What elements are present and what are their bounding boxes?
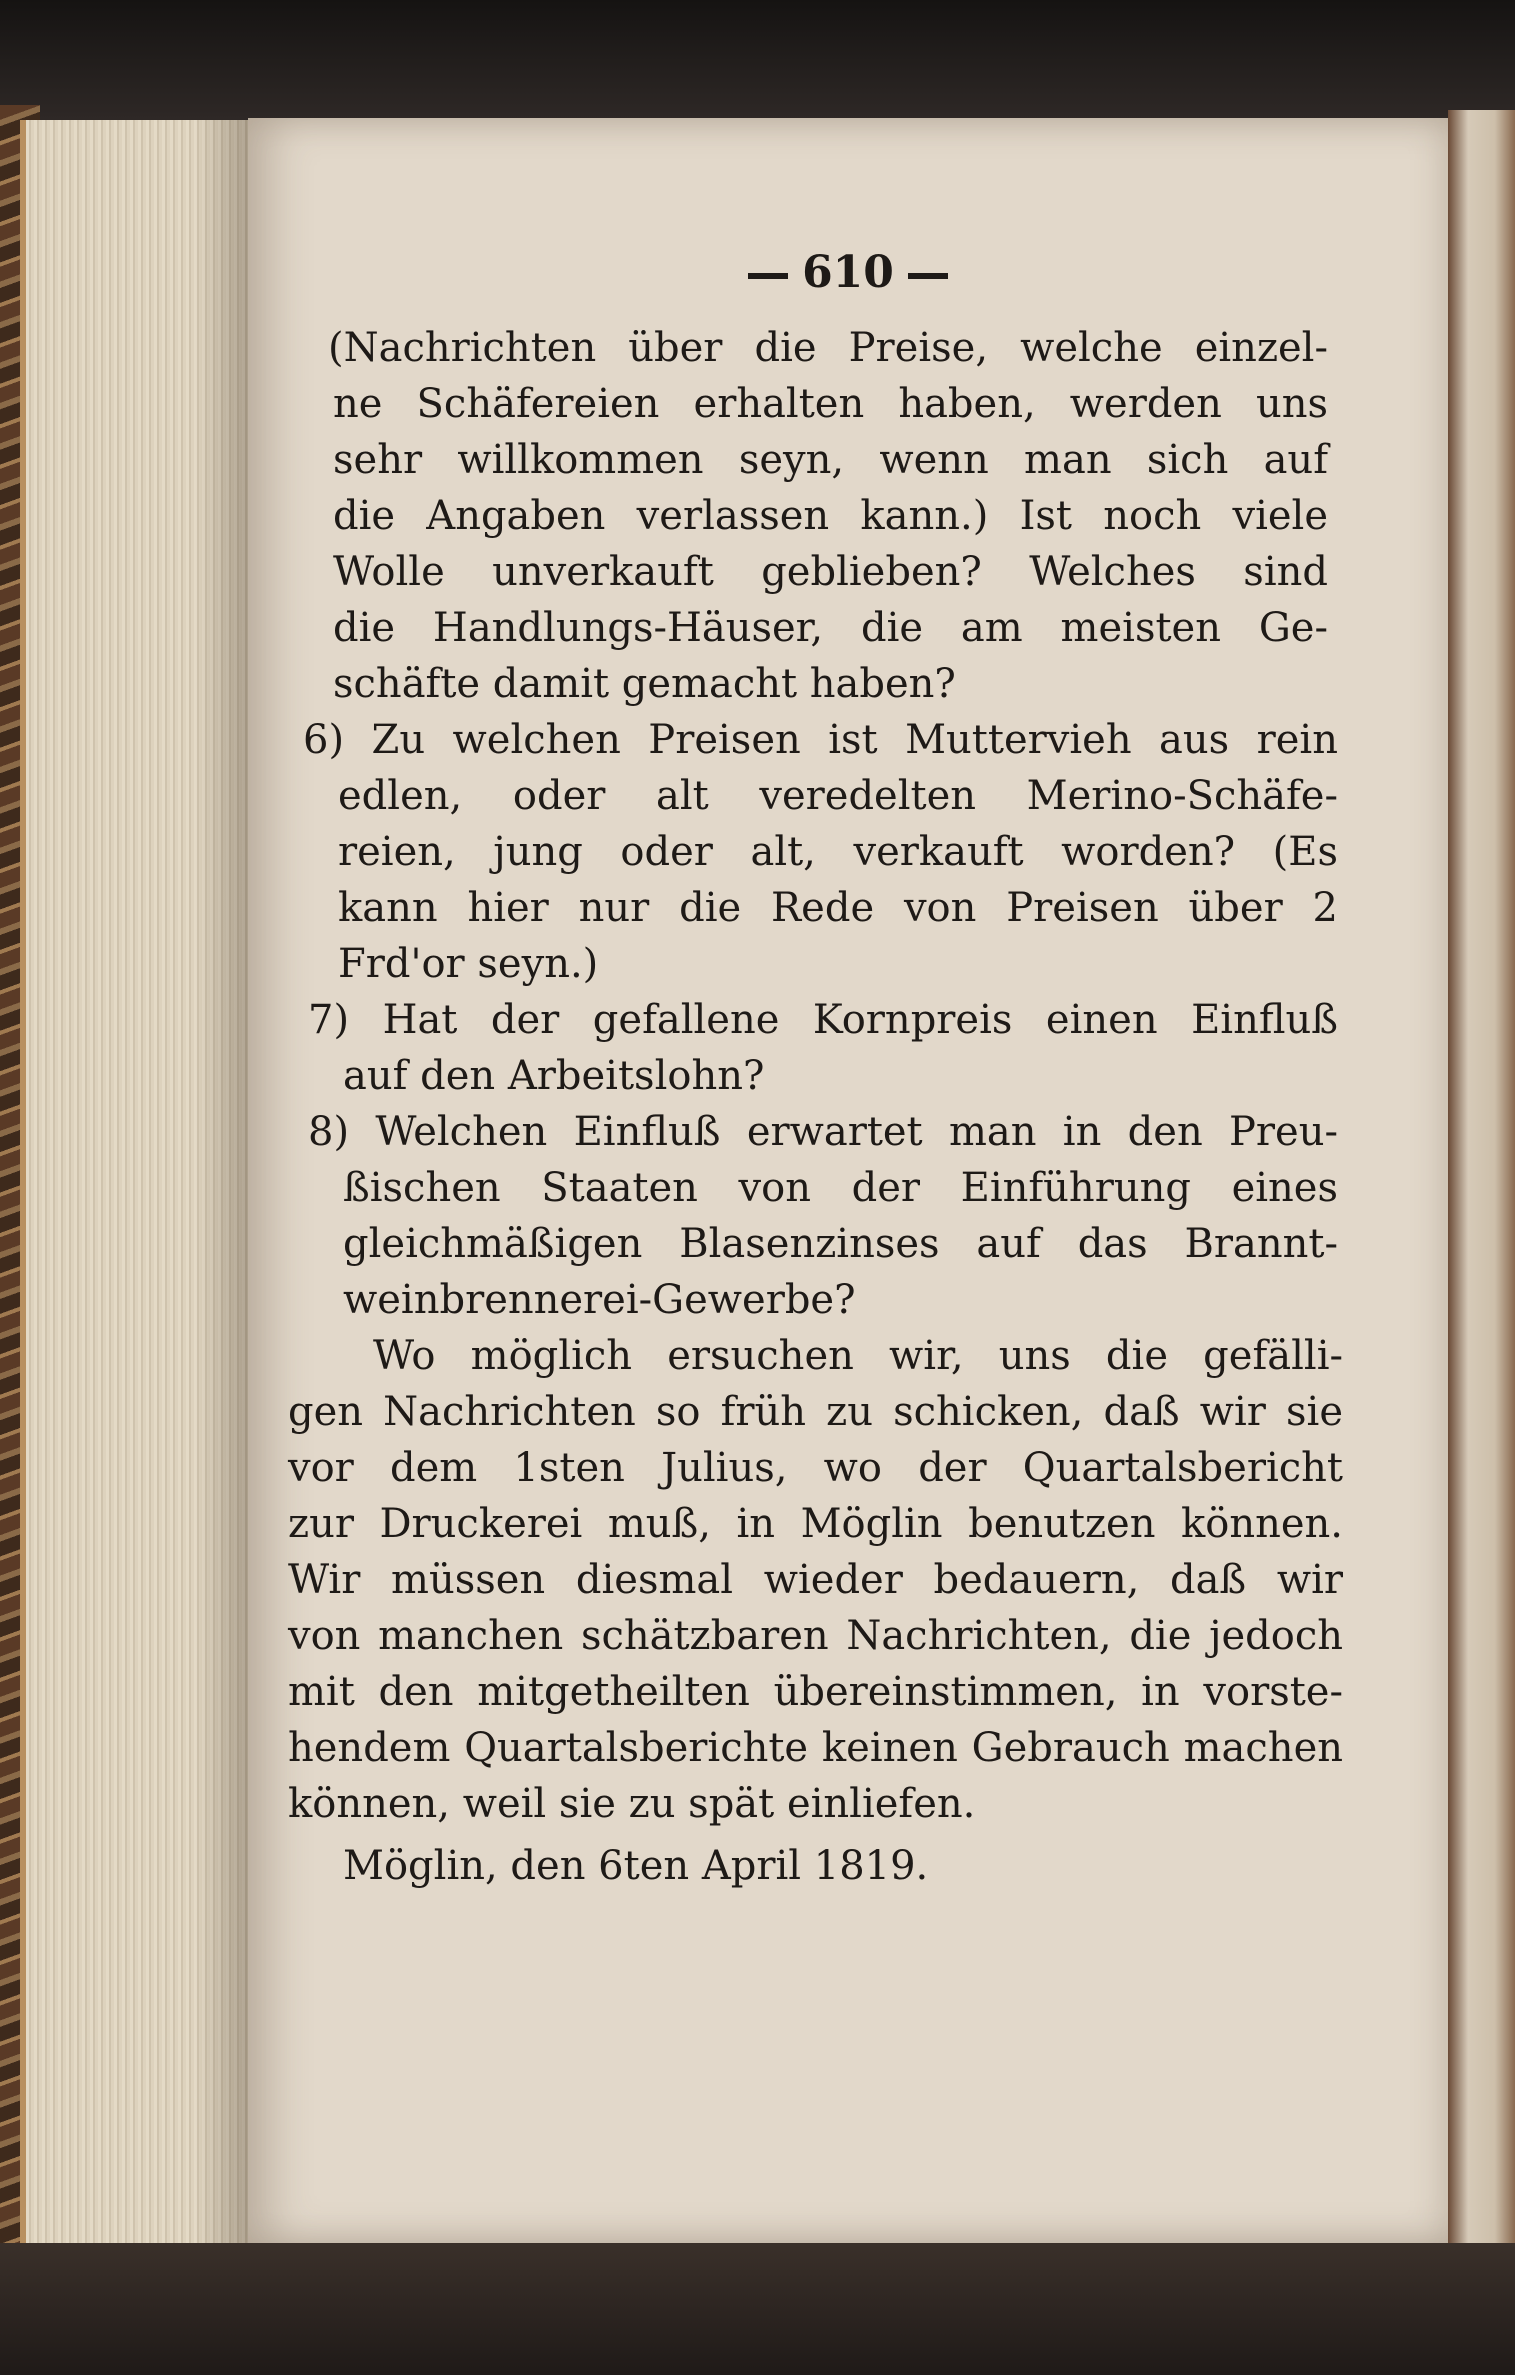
bottom-shadow xyxy=(0,2243,1515,2375)
book-page xyxy=(248,118,1448,2243)
list-item-6: 6) Zu welchen Preisen ist Muttervieh aus rein xyxy=(303,717,1338,763)
header-dash-left xyxy=(748,273,788,279)
text-line: vor dem 1sten Julius, wo der Quartalsbericht xyxy=(288,1445,1343,1491)
text-line: auf den Arbeitslohn? xyxy=(343,1053,765,1099)
text-line: die Angaben verlassen kann.) Ist noch viele xyxy=(333,493,1328,539)
text-line: gen Nachrichten so früh zu schicken, daß wir sie xyxy=(288,1389,1343,1435)
list-item-8: 8) Welchen Einfluß erwartet man in den Preu- xyxy=(308,1109,1338,1155)
text-line: (Nachrichten über die Preise, welche einzel- xyxy=(328,325,1328,371)
text-line: Wo möglich ersuchen wir, uns die gefälli- xyxy=(373,1333,1343,1379)
text-line: schäfte damit gemacht haben? xyxy=(333,661,956,707)
text-line: Frd'or seyn.) xyxy=(338,941,599,987)
text-line: ne Schäfereien erhalten haben, werden uns xyxy=(333,381,1328,427)
facing-page-edge xyxy=(1448,110,1515,2260)
text-line: zur Druckerei muß, in Möglin benutzen können. xyxy=(288,1501,1343,1547)
text-line: Wir müssen diesmal wieder bedauern, daß wir xyxy=(288,1557,1343,1603)
dark-background xyxy=(0,0,1515,120)
text-line: mit den mitgetheilten übereinstimmen, in vorste- xyxy=(288,1669,1343,1715)
text-line: reien, jung oder alt, verkauft worden? (Es xyxy=(338,829,1338,875)
text-line: edlen, oder alt veredelten Merino-Schäfe- xyxy=(338,773,1338,819)
text-line: Wolle unverkauft geblieben? Welches sind xyxy=(333,549,1328,595)
text-line: gleichmäßigen Blasenzinses auf das Brannt- xyxy=(343,1221,1338,1267)
text-line: weinbrennerei-Gewerbe? xyxy=(343,1277,856,1323)
text-line: von manchen schätzbaren Nachrichten, die jedoch xyxy=(288,1613,1343,1659)
text-line: die Handlungs-Häuser, die am meisten Ge- xyxy=(333,605,1328,651)
text-line: ßischen Staaten von der Einführung eines xyxy=(343,1165,1338,1211)
text-line: kann hier nur die Rede von Preisen über 2 xyxy=(338,885,1338,931)
text-line: sehr willkommen seyn, wenn man sich auf xyxy=(333,437,1328,483)
text-line: können, weil sie zu spät einliefen. xyxy=(288,1781,976,1827)
page-text xyxy=(248,118,1448,2243)
page-header xyxy=(728,240,968,306)
date-line: Möglin, den 6ten April 1819. xyxy=(343,1843,929,1889)
page-number: 610 xyxy=(802,247,894,298)
list-item-7: 7) Hat der gefallene Kornpreis einen Einfluß xyxy=(308,997,1338,1043)
header-dash-right xyxy=(908,273,948,279)
text-line: hendem Quartalsberichte keinen Gebrauch machen xyxy=(288,1725,1343,1771)
gutter-shadow xyxy=(195,120,255,2260)
